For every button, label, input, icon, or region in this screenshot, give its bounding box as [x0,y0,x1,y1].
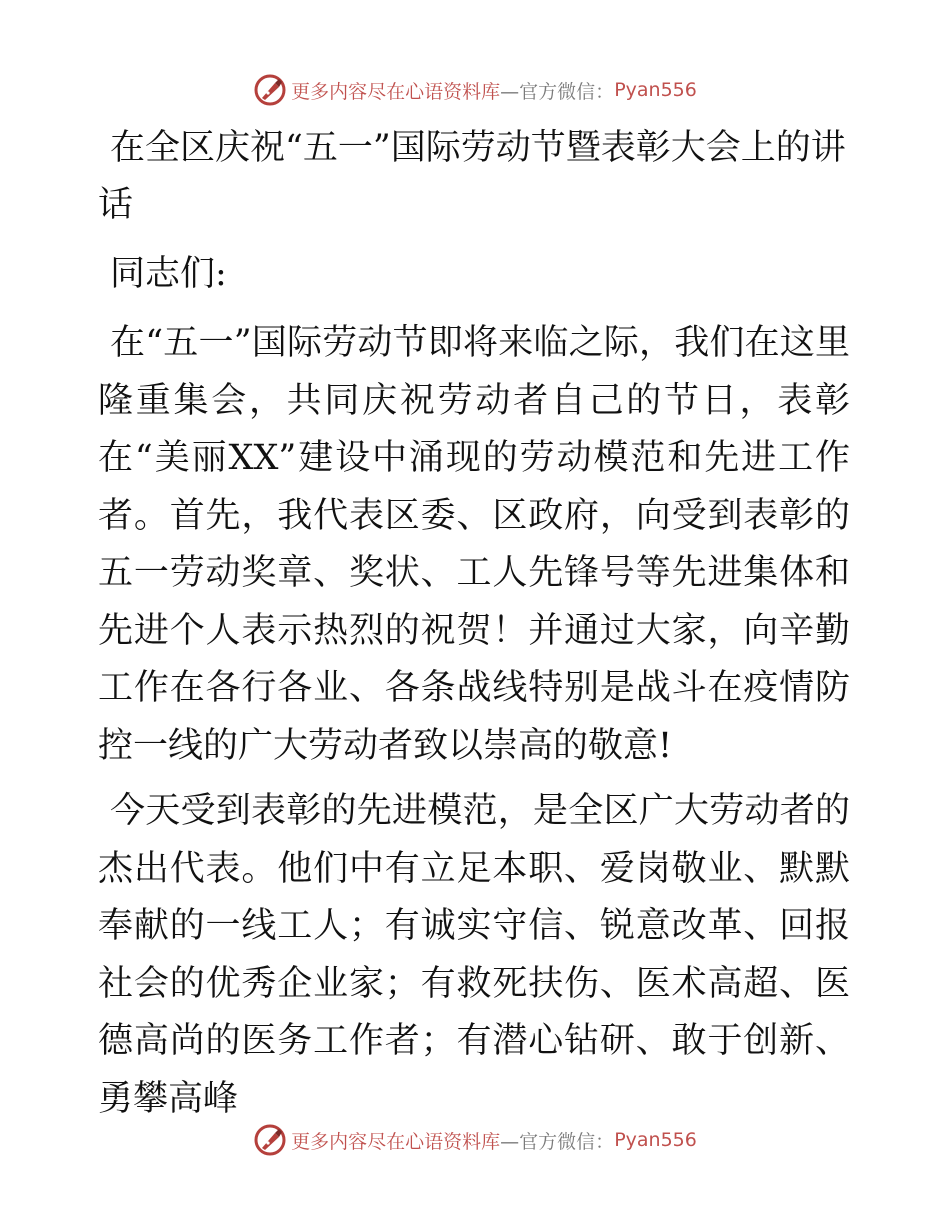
header-banner [0,72,950,108]
document-title: 在全区庆祝“五一”国际劳动节暨表彰大会上的讲话 [98,128,846,225]
banner-separator: —官方微信： [500,80,615,103]
document-body [98,120,850,1136]
greeting: 同志们: [110,254,227,294]
banner-text: 更多内容尽在心语资料库 [291,1130,501,1153]
pen-nib-logo-icon [253,73,287,107]
paragraph-1: 在“五一”国际劳动节即将来临之际，我们在这里隆重集会，共同庆祝劳动者自己的节日，表彰在“美丽XX”建设中涌现的劳动模范和先进工作者。首先，我代表区委、区政府，向受到表彰的五一劳动奖章、奖状、工人先锋号等先进集体和先进个人表示热烈的祝贺！并通过大家，向辛勤工作在各行各业、各条战线特别是战斗在疫情防控一线的广大劳动者致以崇高的敬意! [98,323,850,766]
footer-banner [0,1122,950,1158]
banner-separator: —官方微信： [500,1130,615,1153]
banner-wechat-id: Pyan556 [614,1129,697,1151]
banner-wechat-id: Pyan556 [614,79,697,101]
pen-nib-logo-icon [253,1123,287,1157]
banner-text: 更多内容尽在心语资料库 [291,80,501,103]
paragraph-2: 今天受到表彰的先进模范，是全区广大劳动者的杰出代表。他们中有立足本职、爱岗敬业、默默奉献的一线工人；有诚实守信、锐意改革、回报社会的优秀企业家；有救死扶伤、医术高超、医德高尚的医务工作者；有潜心钻研、敢于创新、勇攀高峰 [98,791,850,1119]
